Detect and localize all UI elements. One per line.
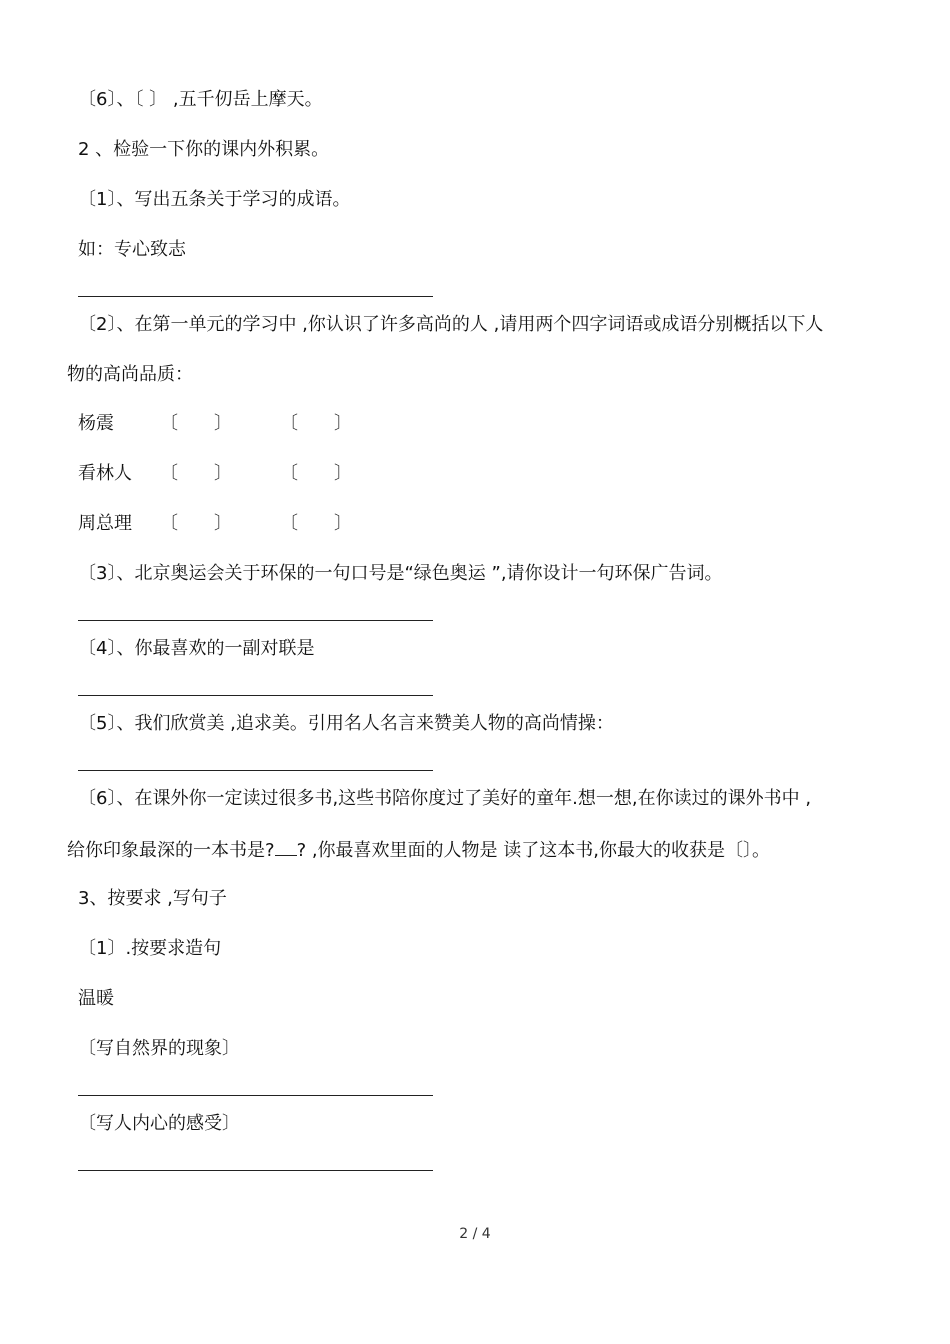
bracket-open: 〔 xyxy=(280,413,298,434)
person-name: 杨震 xyxy=(78,413,114,434)
question-2-4: 〔4〕、你最喜欢的一副对联是 xyxy=(78,638,315,659)
inline-blank[interactable] xyxy=(275,837,297,856)
question-2-5: 〔5〕、我们欣赏美 ,追求美。引用名人名言来赞美人物的高尚情操： xyxy=(78,713,614,734)
text-segment: 给你印象最深的一本书是? xyxy=(67,840,275,861)
answer-blank-3[interactable] xyxy=(78,695,433,696)
bracket-open: 〔 xyxy=(160,463,178,484)
bracket-open: 〔 xyxy=(280,463,298,484)
text-segment: ? ,你最喜欢里面的人物是 读了这本书,你最大的收获是〔〕。 xyxy=(296,840,771,861)
bracket-close: 〕 xyxy=(214,513,232,534)
person-name: 看林人 xyxy=(78,463,132,484)
bracket-close: 〕 xyxy=(214,413,232,434)
page-number: 2 / 4 xyxy=(459,1226,491,1242)
question-3-1: 〔1〕.按要求造句 xyxy=(78,938,222,959)
prompt-feeling: 〔写人内心的感受〕 xyxy=(78,1113,240,1134)
person-name: 周总理 xyxy=(78,513,132,534)
bracket-close: 〕 xyxy=(334,463,352,484)
prompt-nature: 〔写自然界的现象〕 xyxy=(78,1038,240,1059)
question-2-heading: 2 、检验一下你的课内外积累。 xyxy=(78,139,330,160)
question-2-1: 〔1〕、写出五条关于学习的成语。 xyxy=(78,189,351,210)
bracket-open: 〔 xyxy=(160,513,178,534)
question-2-2: 〔2〕、在第一单元的学习中 ,你认识了许多高尚的人 ,请用两个四字词语或成语分别概括以下人 xyxy=(78,314,824,335)
target-word: 温暖 xyxy=(78,988,114,1009)
bracket-open: 〔 xyxy=(160,413,178,434)
bracket-close: 〕 xyxy=(214,463,232,484)
question-3-heading: 3、按要求 ,写句子 xyxy=(78,888,227,909)
example-idiom: 如：专心致志 xyxy=(78,239,186,260)
question-2-2-cont: 物的高尚品质： xyxy=(67,364,193,385)
question-2-3: 〔3〕、北京奥运会关于环保的一句口号是“绿色奥运 ”,请你设计一句环保广告词。 xyxy=(78,563,723,584)
question-2-6: 〔6〕、在课外你一定读过很多书,这些书陪你度过了美好的童年.想一想,在你读过的课外书中 , xyxy=(78,788,812,809)
answer-blank-2[interactable] xyxy=(78,620,433,621)
bracket-close: 〕 xyxy=(334,513,352,534)
bracket-close: 〕 xyxy=(334,413,352,434)
answer-blank-5[interactable] xyxy=(78,1095,433,1096)
answer-blank-1[interactable] xyxy=(78,296,433,297)
answer-blank-4[interactable] xyxy=(78,770,433,771)
answer-blank-6[interactable] xyxy=(78,1170,433,1171)
line-6-poem: 〔6〕、〔 〕 ,五千仞岳上摩天。 xyxy=(78,89,323,110)
question-2-6-cont xyxy=(67,837,770,863)
bracket-open: 〔 xyxy=(280,513,298,534)
